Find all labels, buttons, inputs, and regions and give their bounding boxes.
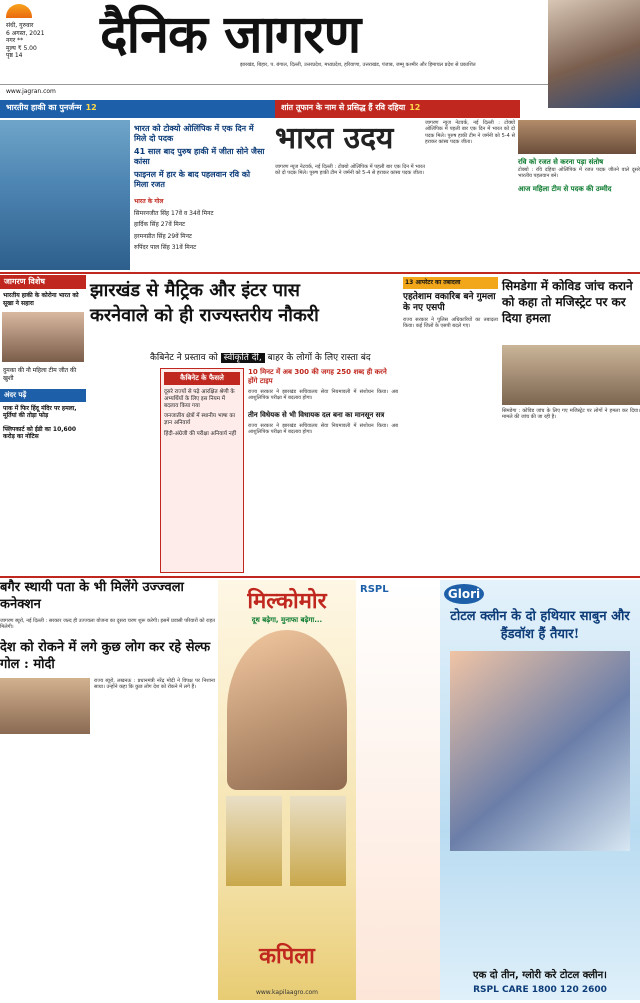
simdega-text: सिमडेगा : कोविड जांच के लिए गए मजिस्ट्रेट पर लोगों ने हमला कर दिया। मामले की जांच की जा रही है।	[502, 408, 640, 421]
ravi-dahiya-photo	[548, 0, 640, 108]
goal-item: सिमरनजीत सिंह 17वें व 34वें मिनट	[134, 209, 214, 217]
pm-congrats-text: जागरण न्यूज नेटवर्क, नई दिल्ली : टोक्यो ओलिंपिक में पहली बार एक दिन में भारत को दो पदक मिले। पुरुष हाकी टीम ने जर्मनी को 5-4 से हराकर कांस्य पदक जीता।	[425, 120, 515, 145]
modi-photo	[0, 678, 90, 734]
hockey-line-3: फाइनल में हार के बाद पहलवान रवि को मिला रजत	[134, 170, 251, 189]
milkomore-slogan: दूध बढ़ेगा, मुनाफा बढ़ेगा...	[251, 615, 323, 624]
product-pack	[226, 796, 282, 886]
kapila-website[interactable]: www.kapilaagro.com	[255, 988, 319, 996]
strip-ravi-label: शांत तूफान के नाम से प्रसिद्ध हैं रवि दहिया	[281, 103, 406, 112]
subhead-pre: कैबिनेट ने प्रस्ताव को	[150, 353, 218, 363]
ravi-text: टोक्यो : रवि दहिया ओलिंपिक में रजत पदक जीतने वाले दूसरे भारतीय पहलवान बने।	[518, 166, 640, 179]
lead-headline-line-2: करनेवाले को ही राज्यस्तरीय नौकरी	[90, 305, 319, 327]
hockey-team-photo	[0, 120, 130, 270]
website-link[interactable]: www.jagran.com	[6, 88, 56, 95]
inside-item-2[interactable]: फ्लिपकार्ट को ईडी का 10,600 करोड़ का नोटिस	[3, 425, 77, 441]
edition: नगर **	[6, 37, 24, 44]
transfer-headline: एहतेशाम वकारिब बने गुमला के नए एसपी	[403, 291, 496, 313]
strip-ravi	[275, 100, 520, 118]
assembly-text: राज्य सरकार ने झारखंड सचिवालय सेवा नियमावली में संशोधन किया। अब आशुलिपिक परीक्षा में बदलाव होगा।	[248, 422, 398, 435]
masthead	[0, 0, 640, 98]
product-pack	[290, 796, 346, 886]
jagran-special-head: जागरण विशेष	[0, 275, 86, 289]
strip-hockey-label: भारतीय हाकी का पुनर्जन्म	[6, 103, 82, 112]
modi-text: राज्य ब्यूरो, लखनऊ : प्रधानमंत्री नरेंद्र मोदी ने विपक्ष पर निशाना साधा। उन्होंने कहा कि कुछ लोग देश को रोकने में लगे हैं।	[94, 678, 215, 691]
simdega-headline: सिमडेगा में कोविड जांच कराने को कहा तो मजिस्ट्रेट पर कर दिया हमला	[502, 279, 633, 326]
strip-hockey	[0, 100, 275, 118]
hockey-story	[130, 120, 270, 270]
tagline: झारखंड, बिहार, प. बंगाल, दिल्ली, उत्तरप्रदेश, मध्यप्रदेश, हरियाणा, उत्तराखंड, पंजाब, जम्मू कश्मीर और हिमाचल प्रदेश से प्रकाशित	[240, 62, 476, 68]
subhead-post: बाहर के लोगों के लिए रास्ता बंद	[267, 353, 371, 363]
simdega-photo	[502, 345, 640, 405]
rspl-ad[interactable]	[356, 580, 440, 1000]
masthead-info	[6, 4, 94, 74]
inside-head: अंदर पढ़ें	[0, 389, 86, 402]
typing-text: राज्य सरकार ने झारखंड सचिवालय सेवा नियमावली में संशोधन किया। अब आशुलिपिक परीक्षा में बदलाव होगा।	[248, 388, 398, 401]
hockey-line-1: भारत को टोक्यो ओलिंपिक में एक दिन में मिले दो पदक	[134, 124, 254, 143]
special-photo	[2, 312, 84, 362]
cabinet-item: दूसरे राज्यों से पढ़े आरक्षित श्रेणी के अभ्यर्थियों के लिए इस नियम में बदलाव किया गया	[164, 388, 235, 409]
ujjwala-headline: बगैर स्थायी पता के भी मिलेंगे उज्ज्वला कनेक्शन	[0, 580, 184, 612]
strip-hockey-page: 12	[85, 103, 97, 112]
glori-ad[interactable]	[440, 580, 640, 1000]
ravi-caption: रवि को रजत से करना पड़ा संतोष	[518, 158, 604, 166]
sun-logo-icon	[6, 4, 32, 18]
special-item-2[interactable]: दुमका की नौ महिला टीम जीत की खुशी	[3, 367, 77, 382]
lead-subhead	[150, 353, 400, 364]
pm-congrats-column	[425, 120, 515, 270]
ujjwala-text: जागरण ब्यूरो, नई दिल्ली : सरकार जल्द ही उज्ज्वला योजना का दूसरा चरण शुरू करेगी। इसमें प्रवासी परिवारों को राहत मिलेगी।	[0, 617, 215, 631]
ad-product-packs	[218, 796, 356, 889]
ad-family-image	[450, 651, 630, 851]
cabinet-box-title: कैबिनेट के फैसले	[164, 372, 240, 385]
special-item-1[interactable]: भारतीय हाकी के कोरोना भारत को सूखा ने सहारा	[3, 292, 79, 307]
milkomore-title: मिल्कोमोर	[247, 588, 327, 614]
bharat-uday-title: भारत उदय	[275, 121, 394, 156]
lead-headline	[90, 278, 400, 328]
issue-day: संधी, गुरुवार	[6, 22, 34, 29]
transfer-head: 13 आपरेटर का तबादला	[403, 277, 498, 289]
cabinet-item: हिंदी-अंग्रेजी की परीक्षा अनिवार्य नहीं	[164, 431, 237, 438]
modi-story	[0, 678, 215, 691]
ravi-story	[518, 120, 640, 270]
milkomore-ad[interactable]	[218, 580, 356, 1000]
lead-headline-line-1: झारखंड से मैट्रिक और इंटर पास	[90, 280, 300, 301]
issue-date: 6 अगस्त, 2021	[6, 29, 45, 37]
cabinet-item: जनजातीय क्षेत्रों में स्थानीय भाषा का ज्ञान अनिवार्य	[164, 413, 236, 427]
section-divider	[0, 576, 640, 578]
kapila-brand: कपिला	[259, 942, 315, 969]
cabinet-decisions-box	[160, 368, 244, 573]
goal-list	[134, 198, 266, 252]
hockey-line-2: 41 साल बाद पुरुष हाकी में जीता सोने जैसा कांसा	[134, 147, 265, 166]
lower-stories	[0, 580, 215, 1000]
price: मूल्य ₹ 5.00	[6, 44, 37, 52]
transfer-column	[403, 277, 498, 573]
ravi-medal-photo	[518, 120, 636, 154]
ad-model-image	[227, 630, 347, 790]
website-bar	[0, 84, 548, 98]
typing-title: 10 मिनट में अब 300 की जगह 250 शब्द ही करने होंगे टाइप	[248, 368, 387, 385]
rspl-care-number: RSPL CARE 1800 120 2600	[473, 984, 607, 995]
newspaper-title: दैनिक जागरण	[100, 4, 361, 65]
typing-story	[248, 368, 398, 573]
section-divider	[0, 272, 640, 274]
rspl-logo: RSPL	[360, 584, 389, 595]
modi-headline: देश को रोकने में लगे कुछ लोग कर रहे सेल्फ गोल : मोदी	[0, 640, 211, 673]
left-column	[0, 275, 86, 573]
glori-headline: टोटल क्लीन के दो हथियार साबुन और हैंडवॉश हैं तैयार!	[450, 609, 630, 642]
goal-item: हार्दिक सिंह 27वें मिनट	[134, 221, 186, 228]
bharat-uday-story	[275, 120, 425, 270]
goal-item: रुपिंदर पाल सिंह 31वें मिनट	[134, 244, 197, 251]
bharat-uday-text: जागरण न्यूज नेटवर्क, नई दिल्ली : टोक्यो ओलिंपिक में पहली बार एक दिन में भारत को दो पदक मिले। पुरुष हाकी टीम ने जर्मनी को 5-4 से हराकर कांस्य पदक जीता।	[275, 163, 425, 176]
goal-item: हरमनप्रीत सिंह 29वें मिनट	[134, 232, 192, 240]
inside-item-1[interactable]: पाक में फिर हिंदू मंदिर पर हमला, मूर्तियां की तोड़ा फोड़	[3, 404, 77, 420]
page-count: पृष्ठ 14	[6, 52, 23, 59]
transfer-text: राज्य सरकार ने पुलिस अधिकारियों का तबादला किया। कई जिलों के एसपी बदले गए।	[403, 317, 498, 330]
glori-logo: Glori	[444, 584, 484, 604]
strip-ravi-page: 12	[409, 103, 421, 112]
goal-list-title: भारत के गोल	[134, 198, 164, 205]
glori-slogan: एक दो तीन, ग्लोरी करे टोटल क्लीन।	[473, 969, 607, 981]
subhead-highlight: स्वीकृति दी,	[221, 353, 265, 363]
assembly-title: तीन विधेयक से भी विधायक दल बना का मानसून सत्र	[248, 411, 385, 419]
women-team-title: आज महिला टीम से पदक की उम्मीद	[518, 185, 612, 194]
